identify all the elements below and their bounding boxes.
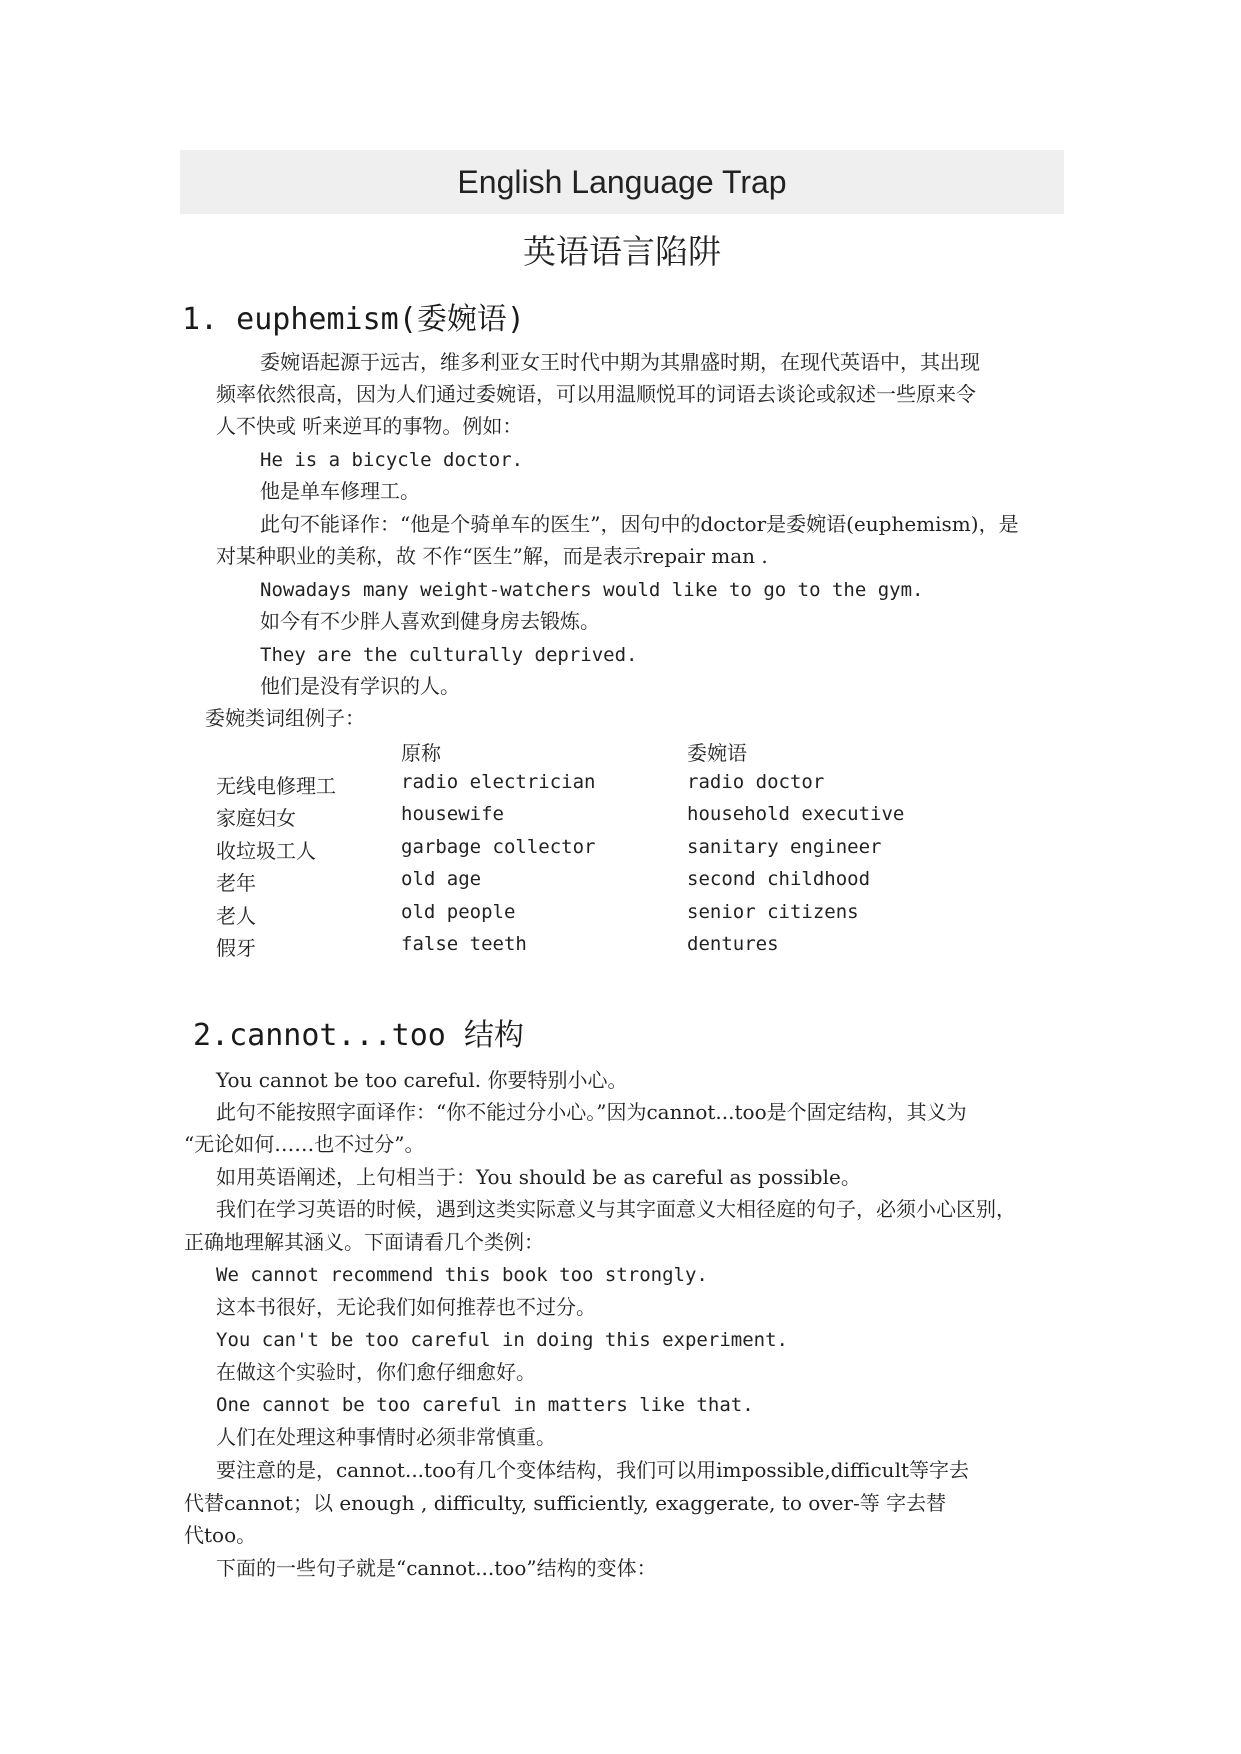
table-cell-euphemism: senior citizens	[687, 901, 859, 923]
table-cell-euphemism: household executive	[687, 803, 905, 825]
table-cell-original: false teeth	[401, 933, 527, 955]
table-cell-cn: 收垃圾工人	[216, 839, 316, 863]
table-cell-euphemism: second childhood	[687, 868, 871, 890]
example-sentence-en: Nowadays many weight-watchers would like to go to the gym.	[260, 579, 924, 601]
heading-text-cn: 委婉语	[416, 302, 507, 337]
table-cell-original: radio electrician	[401, 771, 596, 793]
table-cell-original: old people	[401, 901, 516, 923]
table-cell-euphemism: sanitary engineer	[687, 836, 882, 858]
example-sentence-en: We cannot recommend this book too strongly.	[216, 1264, 708, 1286]
paragraph-line: 代替cannot；以 enough , difficulty, sufficiently, exaggerate, to over-等 字去替	[184, 1491, 947, 1515]
paragraph-line: 对某种职业的美称，故 不作“医生”解，而是表示repair man .	[216, 544, 768, 568]
table-cell-original: garbage collector	[401, 836, 596, 858]
table-cell-cn: 无线电修理工	[216, 774, 336, 798]
example-sentence-cn: 在做这个实验时，你们愈仔细愈好。	[216, 1360, 536, 1384]
example-sentence-cn: 他是单车修理工。	[260, 479, 420, 503]
heading-text: 1. euphemism(	[182, 302, 417, 337]
paragraph-line: 委婉语起源于远古，维多利亚女王时代中期为其鼎盛时期，在现代英语中，其出现	[260, 350, 980, 374]
paragraph-line: 要注意的是，cannot...too有几个变体结构，我们可以用impossible,difficult等字去	[216, 1458, 969, 1482]
section-heading-cannot-too	[193, 1010, 524, 1054]
paragraph-line: “无论如何……也不过分”。	[184, 1132, 425, 1156]
title-banner	[180, 150, 1064, 214]
section-heading-euphemism	[182, 294, 525, 338]
table-cell-euphemism: radio doctor	[687, 771, 825, 793]
table-cell-original: housewife	[401, 803, 504, 825]
paragraph-line: 下面的一些句子就是“cannot...too”结构的变体：	[216, 1556, 657, 1580]
heading-close: )	[506, 302, 525, 337]
paragraph-line: 代too。	[184, 1523, 257, 1547]
paragraph-line: 此句不能按照字面译作：“你不能过分小心。”因为cannot...too是个固定结构，其义为	[216, 1100, 967, 1124]
example-sentence-en: They are the culturally deprived.	[260, 644, 638, 666]
paragraph-line: You cannot be too careful. 你要特别小心。	[216, 1068, 628, 1092]
example-sentence-cn: 如今有不少胖人喜欢到健身房去锻炼。	[260, 609, 600, 633]
example-sentence-en: One cannot be too careful in matters like that.	[216, 1394, 754, 1416]
table-header-euphemism: 委婉语	[687, 741, 747, 765]
table-header-original: 原称	[401, 741, 441, 765]
example-sentence-cn: 这本书很好，无论我们如何推荐也不过分。	[216, 1295, 596, 1319]
table-cell-cn: 假牙	[216, 936, 256, 960]
heading-text: 2.cannot...too	[193, 1018, 464, 1053]
paragraph-line: 正确地理解其涵义。下面请看几个类例：	[184, 1230, 544, 1254]
table-cell-cn: 老年	[216, 871, 256, 895]
heading-text-cn: 结构	[463, 1018, 524, 1053]
example-sentence-cn: 他们是没有学识的人。	[260, 674, 460, 698]
paragraph-line: 我们在学习英语的时候，遇到这类实际意义与其字面意义大相径庭的句子，必须小心区别，	[216, 1197, 1016, 1221]
table-cell-cn: 老人	[216, 904, 256, 928]
example-sentence-cn: 人们在处理这种事情时必须非常慎重。	[216, 1425, 556, 1449]
document-subtitle: 英语语言陷阱	[523, 232, 721, 271]
table-cell-euphemism: dentures	[687, 933, 779, 955]
document-title: English Language Trap	[457, 164, 787, 200]
paragraph-line: 频率依然很高，因为人们通过委婉语，可以用温顺悦耳的词语去谈论或叙述一些原来令	[216, 382, 976, 406]
table-cell-original: old age	[401, 868, 482, 890]
table-caption: 委婉类词组例子：	[205, 706, 365, 730]
paragraph-line: 人不快或 听来逆耳的事物。例如：	[216, 414, 523, 438]
example-sentence-en: He is a bicycle doctor.	[260, 449, 524, 471]
paragraph-line: 此句不能译作：“他是个骑单车的医生”，因句中的doctor是委婉语(euphemism)，是	[260, 512, 1019, 536]
example-sentence-en: You can't be too careful in doing this experiment.	[216, 1329, 788, 1351]
table-cell-cn: 家庭妇女	[216, 806, 296, 830]
paragraph-line: 如用英语阐述，上句相当于：You should be as careful as possible。	[216, 1165, 861, 1189]
